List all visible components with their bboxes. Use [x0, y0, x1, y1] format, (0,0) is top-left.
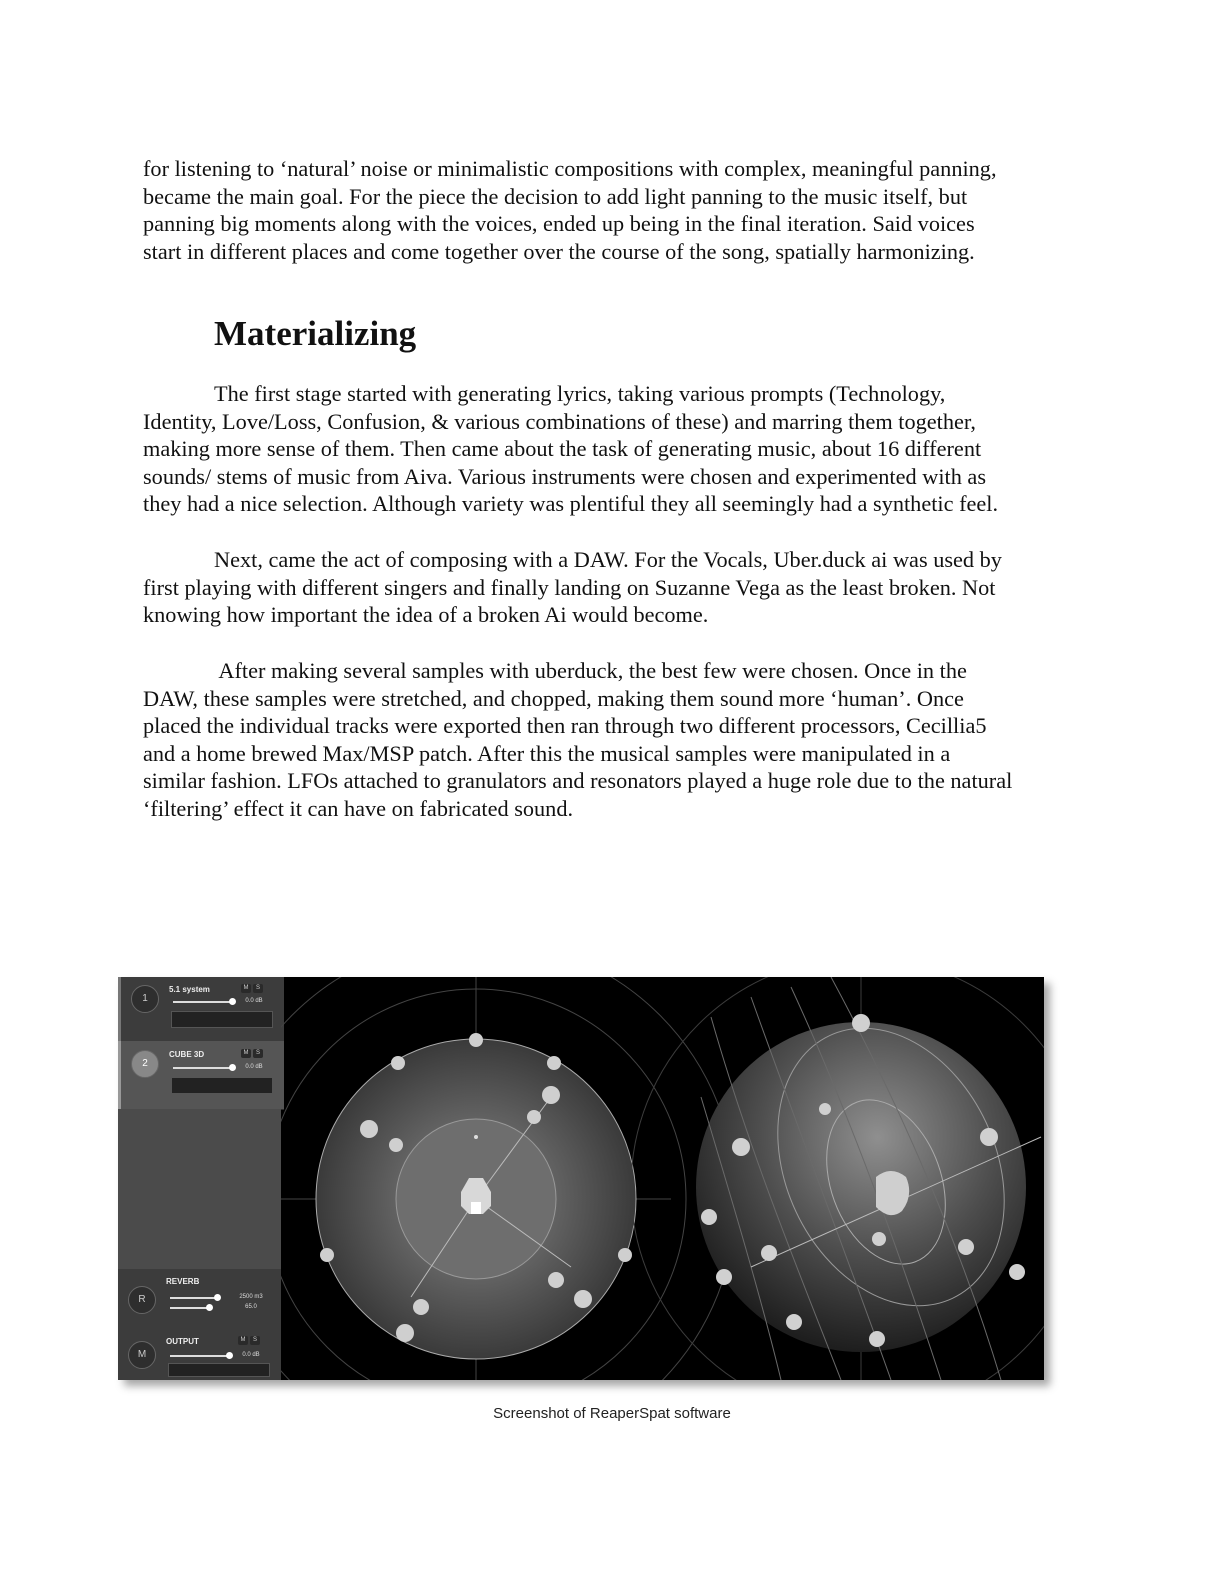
gain-slider[interactable] [173, 1067, 233, 1069]
level-meter [171, 1011, 273, 1028]
sphere-view-3d[interactable] [696, 977, 1044, 1380]
gain-value: 0.0 dB [245, 1064, 263, 1070]
track-strip-1[interactable] [118, 977, 284, 1042]
track-number: M [128, 1341, 156, 1369]
track-name: REVERB [166, 1277, 200, 1286]
mute-button[interactable]: M [241, 1049, 251, 1058]
track-name: 5.1 system [169, 985, 210, 994]
paragraph-samples [143, 657, 1083, 823]
gain-slider[interactable] [170, 1355, 230, 1357]
paragraph-samples-text: After making several samples with uberduck, the best few were chosen. Once in the DAW, these samples were stretched, and chopped, making them sound more ‘human’. Once placed the individual tracks were exported then ran through two different processors, Cecillia5 and a home brewed Max/MSP patch. After this the musical samples were manipulated in a similar fashion. LFOs attached to granulators and resonators played a huge role due to the natural ‘filtering’ effect it can have on fabricated sound. [143, 658, 1013, 821]
gain-value: 0.0 dB [242, 1352, 260, 1358]
mute-solo [238, 1336, 262, 1345]
paragraph-intro: for listening to ‘natural’ noise or minimalistic compositions with complex, meaningful panning, became the main goal. For the piece the decision to add light panning to the music itself, but panning big moments along with the voices, ended up being in the final iteration. Said voices start in different places and come together over the course of the song, spatially harmonizing. [143, 156, 997, 264]
software-screenshot [118, 977, 1044, 1380]
track-sidebar [118, 977, 281, 1380]
mute-solo [241, 1049, 265, 1058]
track-name: OUTPUT [166, 1337, 199, 1346]
spatial-view[interactable] [281, 977, 1044, 1380]
paragraph-composing-text: Next, came the act of composing with a DAW. For the Vocals, Uber.duck ai was used by first playing with different singers and finally landing on Suzanne Vega as the least broken. Not knowing how important the idea of a broken Ai would become. [143, 547, 1002, 628]
level-meter [168, 1363, 270, 1377]
level-meter [171, 1077, 273, 1094]
paragraph-first-stage [143, 380, 1083, 518]
paragraph-composing [143, 546, 1083, 629]
gain-value: 0.0 dB [245, 998, 263, 1004]
reverb-strip[interactable] [118, 1269, 281, 1330]
reverb-level-value: 65.0 [245, 1304, 257, 1310]
section-heading: Materializing [214, 314, 417, 353]
output-strip[interactable] [118, 1329, 281, 1380]
paragraph-first-stage-text: The first stage started with generating lyrics, taking various prompts (Technology, Identity, Love/Loss, Confusion, & various combinations of these) and marring them together, making more sense of them. Then came about the task of generating music, about 16 different sounds/ stems of music from Aiva. Various instruments were chosen and experimented with as they had a nice selection. Although variety was plentiful they all seemingly had a synthetic feel. [143, 381, 999, 517]
mute-button[interactable]: M [238, 1336, 248, 1345]
solo-button[interactable]: S [250, 1336, 260, 1345]
gain-slider[interactable] [173, 1001, 233, 1003]
solo-button[interactable]: S [253, 984, 263, 993]
solo-button[interactable]: S [253, 1049, 263, 1058]
top-view-2d[interactable] [316, 1033, 636, 1359]
track-strip-2[interactable] [118, 1041, 284, 1110]
track-number: R [128, 1286, 156, 1314]
reverb-size-value: 2500 m3 [239, 1294, 263, 1300]
track-number: 1 [131, 985, 159, 1013]
track-number: 2 [131, 1050, 159, 1078]
reverb-level-slider[interactable] [170, 1307, 210, 1309]
reverb-size-slider[interactable] [170, 1297, 218, 1299]
empty-track-area [118, 1109, 281, 1269]
mute-solo [241, 984, 265, 993]
track-name: CUBE 3D [169, 1050, 205, 1059]
mute-button[interactable]: M [241, 984, 251, 993]
figure-caption: Screenshot of ReaperSpat software [493, 1405, 731, 1422]
